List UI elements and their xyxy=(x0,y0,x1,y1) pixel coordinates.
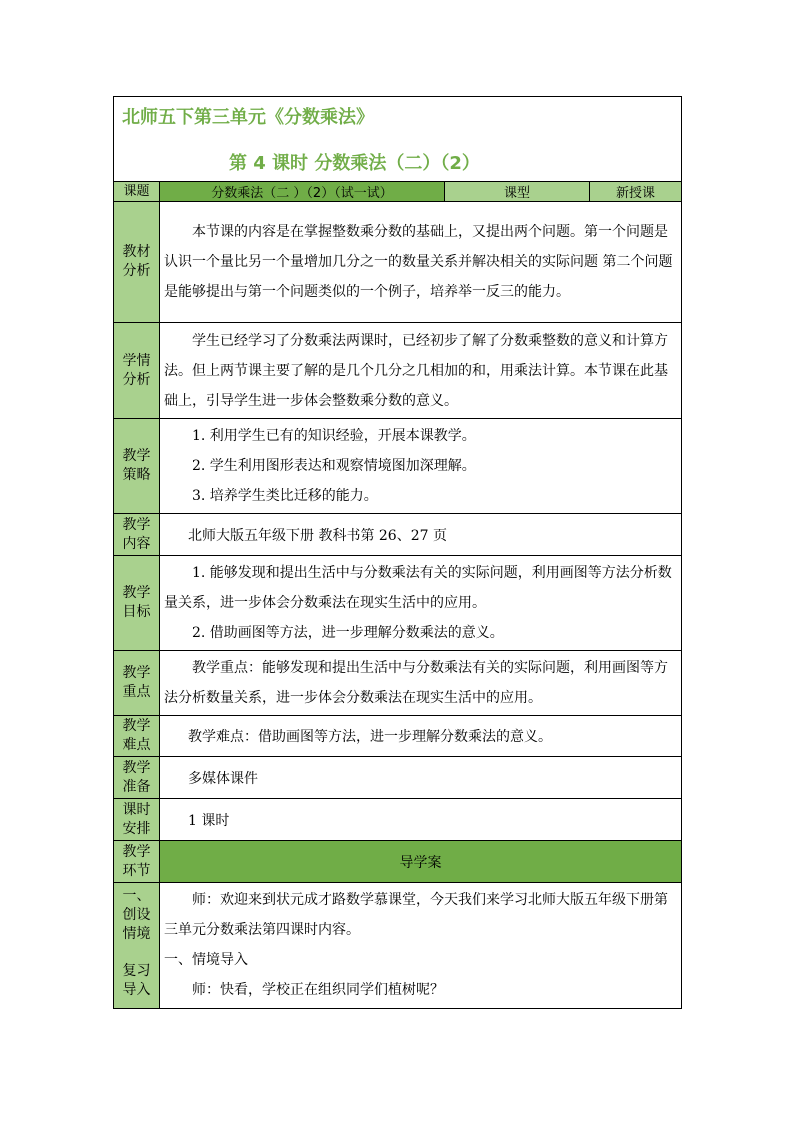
intro-label: 一、 创设 情境 复习 导入 xyxy=(114,883,160,1009)
strategy-label: 教学 策略 xyxy=(114,419,160,514)
strategy-list xyxy=(160,419,682,514)
intro-line: 师：快看，学校正在组织同学们植树呢？ xyxy=(192,982,444,998)
list-item: 2. 学生利用图形表达和观察情境图加深理解。 xyxy=(192,458,476,474)
intro-line: 一、情境导入 xyxy=(164,952,248,968)
lesson-plan-table xyxy=(113,96,682,1009)
list-item: 1. 能够发现和提出生活中与分数乘法有关的实际问题，利用画图等方法分析数量关系，进一步体会分数乘法在现实生活中的应用。 xyxy=(164,565,672,611)
material-label: 教材 分析 xyxy=(114,202,160,323)
students-label: 学情 分析 xyxy=(114,323,160,419)
goals-label: 教学 目标 xyxy=(114,556,160,651)
key-text: 教学重点：能够发现和提出生活中与分数乘法有关的实际问题，利用画图等方法分析数量关系，进一步体会分数乘法在现实生活中的应用。 xyxy=(164,660,668,706)
difficulty-text: 教学难点：借助画图等方法，进一步理解分数乘法的意义。 xyxy=(160,716,682,757)
hours-text: 1 课时 xyxy=(160,799,682,841)
difficulty-label: 教学 难点 xyxy=(114,716,160,757)
title-line-2: 第 4 课时 分数乘法（二）（2） xyxy=(229,153,480,174)
list-item: 1. 利用学生已有的知识经验，开展本课教学。 xyxy=(192,428,476,444)
goals-list xyxy=(160,556,682,651)
students-text: 学生已经学习了分数乘法两课时，已经初步了解了分数乘整数的意义和计算方法。但上两节课主要了解的是几个几分之几相加的和，用乘法计算。本节课在此基础上，引导学生进一步体会整数乘分数的意义。 xyxy=(164,332,668,409)
intro-content xyxy=(160,883,682,1009)
hours-label: 课时 安排 xyxy=(114,799,160,841)
material-analysis xyxy=(160,202,682,323)
list-item: 3. 培养学生类比迁移的能力。 xyxy=(192,488,378,504)
title-cell xyxy=(114,97,682,182)
content-text: 北师大版五年级下册 教科书第 26、27 页 xyxy=(160,514,682,556)
type-value: 新授课 xyxy=(590,182,682,202)
key-label: 教学 重点 xyxy=(114,651,160,716)
topic-label: 课题 xyxy=(114,182,160,202)
stage-text: 导学案 xyxy=(160,841,682,883)
students-analysis xyxy=(160,323,682,419)
prep-label: 教学 准备 xyxy=(114,757,160,799)
stage-label: 教学 环节 xyxy=(114,841,160,883)
key-points xyxy=(160,651,682,716)
type-label: 课型 xyxy=(445,182,590,202)
topic-value: 分数乘法（二 ）（2）（试一试） xyxy=(160,182,445,202)
lesson-plan-sheet xyxy=(113,96,681,1009)
prep-text: 多媒体课件 xyxy=(160,757,682,799)
title-line-1: 北师五下第三单元《分数乘法》 xyxy=(122,107,374,128)
list-item: 2. 借助画图等方法，进一步理解分数乘法的意义。 xyxy=(192,625,504,641)
intro-line: 师：欢迎来到状元成才路数学慕课堂，今天我们来学习北师大版五年级下册第三单元分数乘法第四课时内容。 xyxy=(164,892,668,938)
material-text: 本节课的内容是在掌握整数乘分数的基础上，又提出两个问题。第一个问题是认识一个量比另一个量增加几分之一的数量关系并解决相关的实际问题 第二个问题是能够提出与第一个问题类似的一个例子，培养举一反三的能力。 xyxy=(164,224,673,300)
content-label: 教学 内容 xyxy=(114,514,160,556)
